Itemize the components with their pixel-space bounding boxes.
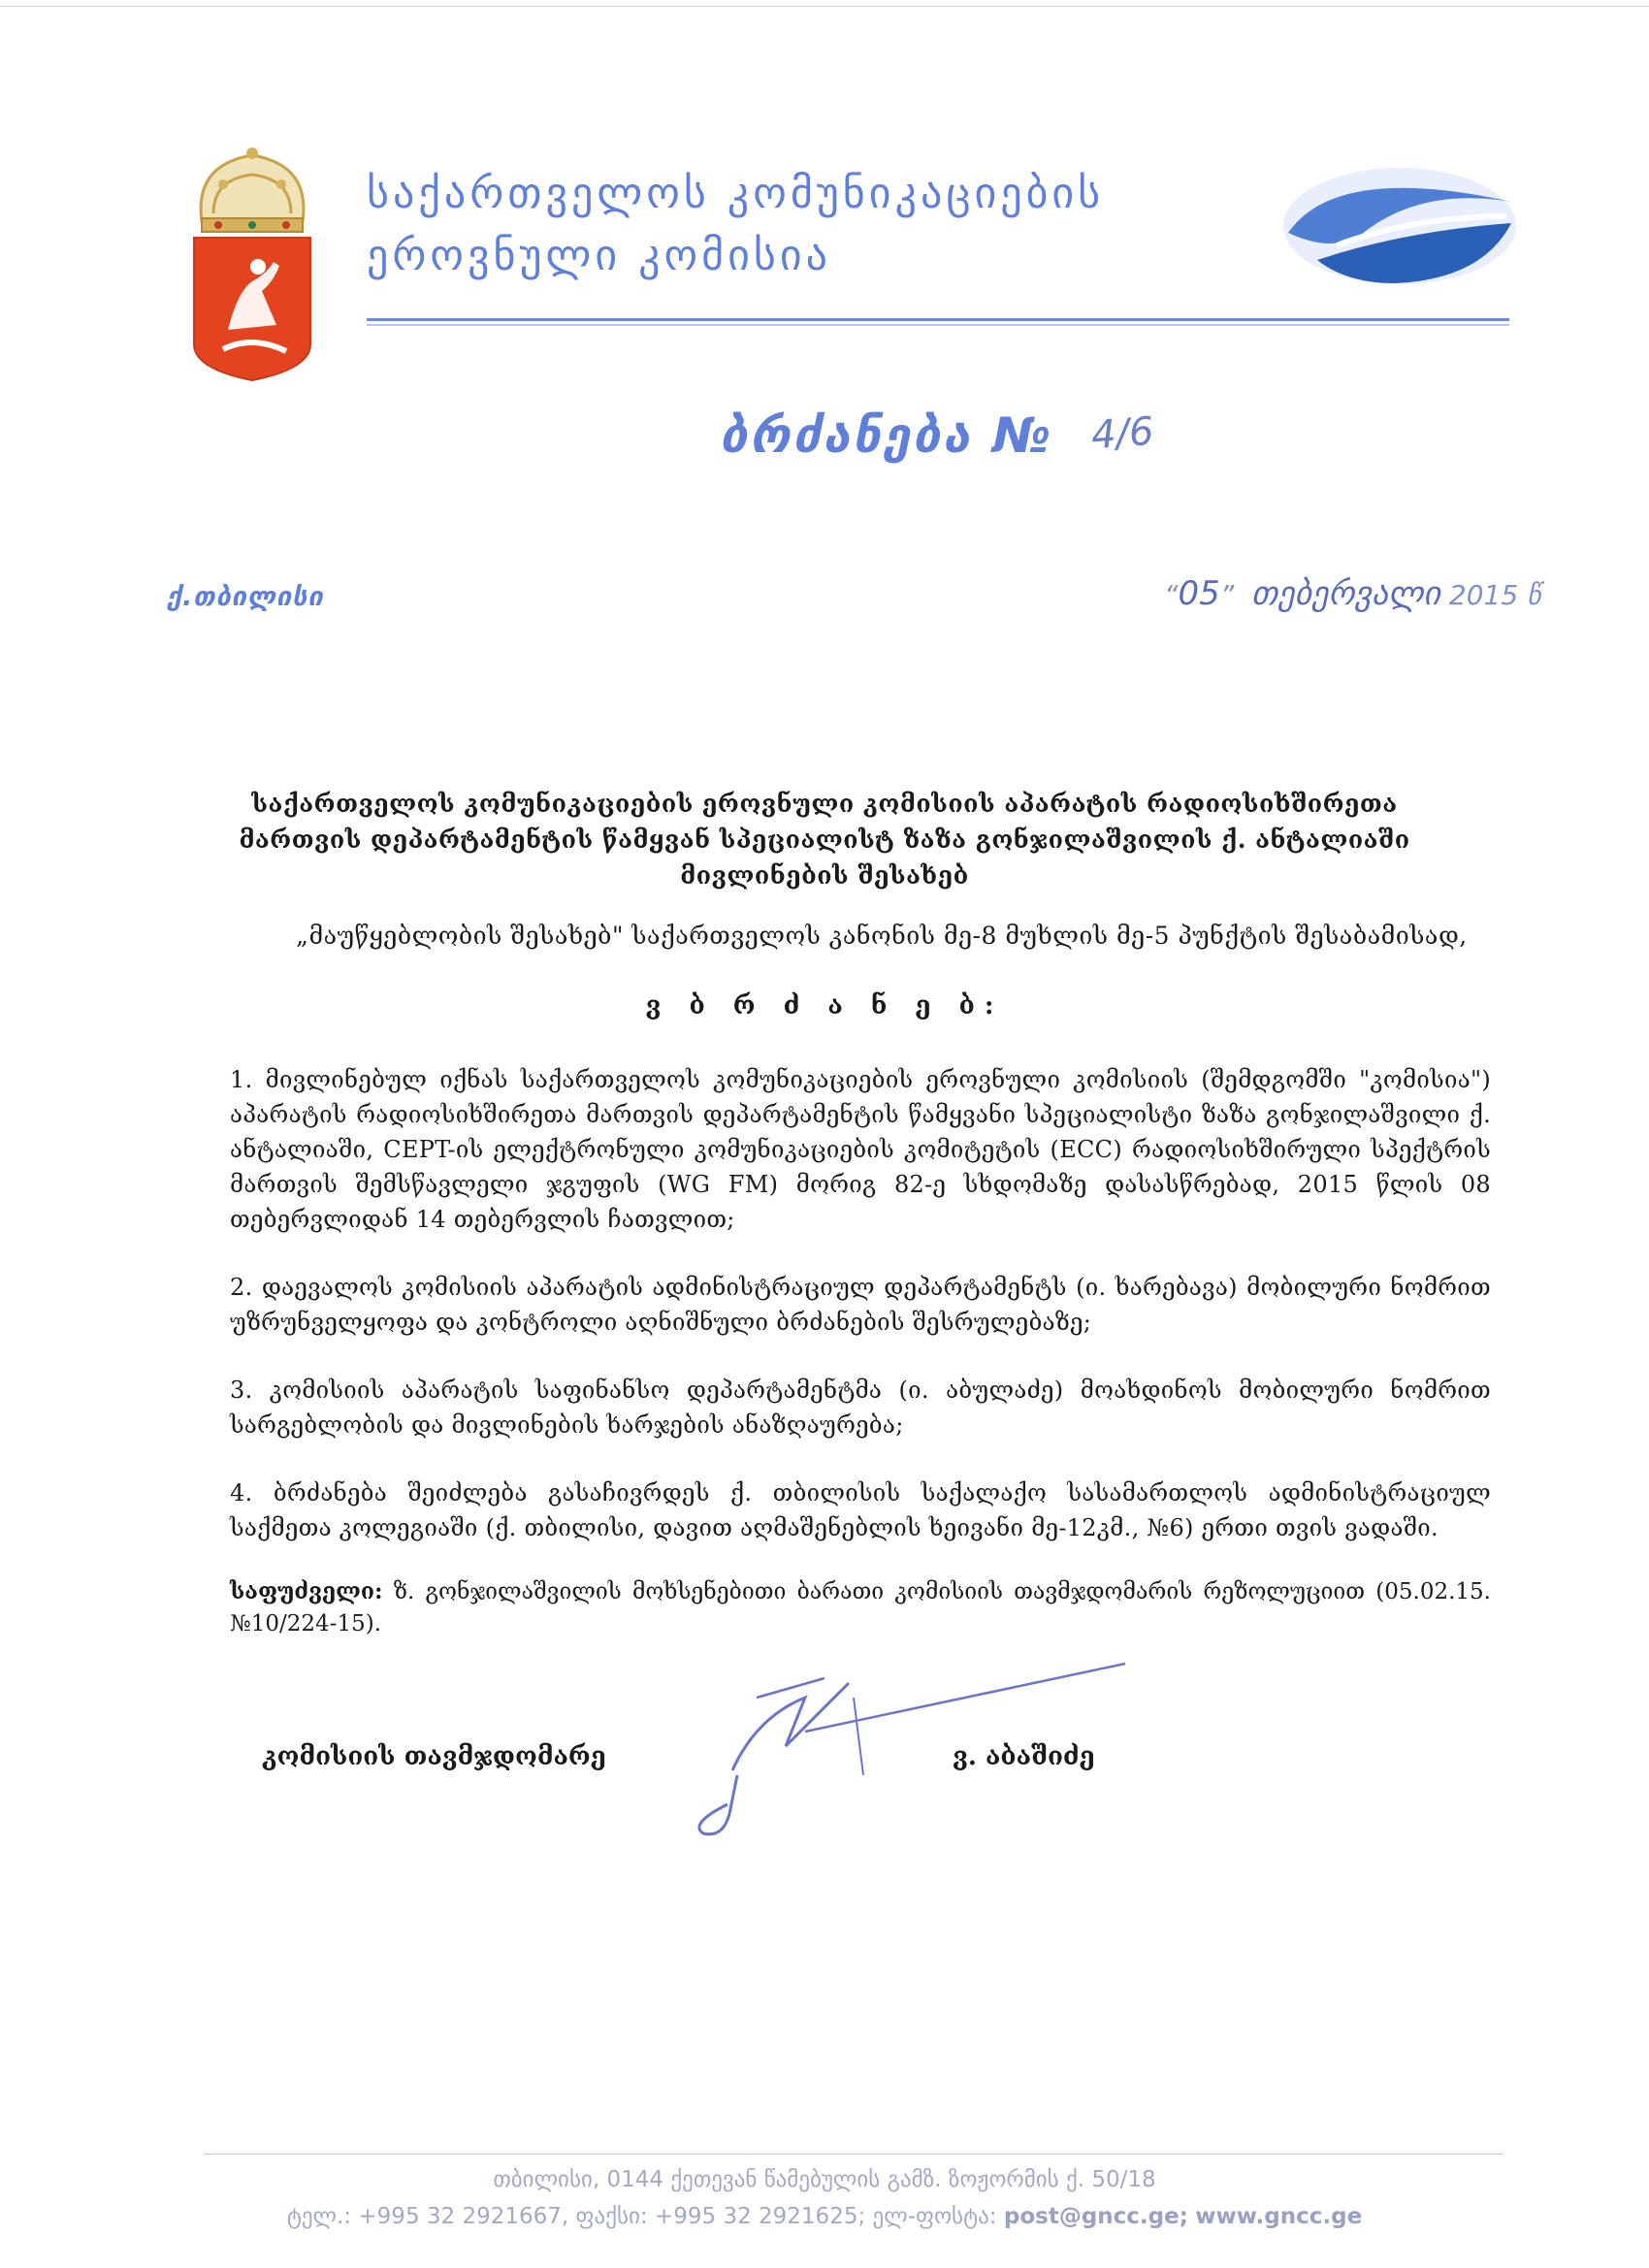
order-item-2: 2. დაევალოს კომისიის აპარატის ადმინისტრაციულ დეპარტამენტს (ი. ხარებავა) მობილური ნომრით უზრუნველყოფა და კონტროლი აღნიშნული ბრძანების შესრულებაზე; (230, 1274, 1491, 1336)
footer-address: თბილისი, 0144 ქეთევან წამებულის გამზ. ზოჟორმის ქ. 50/18 (493, 2167, 1156, 2192)
fax-number: +995 32 2921625; (654, 2204, 866, 2229)
document-title-line3: მივლინების შესახებ (680, 861, 969, 890)
top-border (0, 6, 1649, 7)
decree-word: ვ ბ რ ძ ა ნ ე ბ: (645, 991, 1004, 1021)
footer-divider (204, 2154, 1504, 2155)
georgia-coat-of-arms-icon (184, 146, 320, 383)
basis-label: საფუძველი: (230, 1578, 383, 1604)
date-month: თებერვალი (1251, 574, 1440, 613)
basis-note (230, 1575, 1491, 1640)
order-item-1: 1. მივლინებულ იქნას საქართველოს კომუნიკაციების ეროვნული კომისიის (შემდგომში "კომისია") აპარატის რადიოსიხშირეთა მართვის დეპარტამენტის წამყვანი სპეციალისტი ზაზა გონჯილაშვილი ქ. ანტალიაში, CEPT-ის ელექტრონული კომუნიკაციების კომიტეტის (ECC) რადიოსიხშირული სპექტრის მართვის შემსწავლელი ჯგუფის (WG FM) მორიგ 82-ე სხდომაზე დასასწრებად, 2015 წლის 08 თებერვლიდან 14 თებერვლის ჩათვლით; (230, 1066, 1491, 1233)
website-link[interactable]: www.gncc.ge (1195, 2204, 1363, 2229)
signatory-title: კომისიის თავმჯდომარე (262, 1742, 606, 1771)
signatory-name: ვ. აბაშიძე (953, 1742, 1095, 1771)
phone-number: +995 32 2921667, (358, 2204, 569, 2229)
organization-name (367, 163, 1104, 287)
basis-text: ზ. გონჯილაშვილის მოხსენებითი ბარათი კომისიის თავმჯდომარის რეზოლუციით (05.02.15. №10/224-15). (230, 1579, 1491, 1636)
gncc-logo-icon (1278, 163, 1521, 289)
organization-name-line2: ეროვნული კომისია (367, 231, 831, 280)
email-link[interactable]: post@gncc.ge; (1003, 2204, 1188, 2229)
date-year: 2015 (1448, 579, 1519, 611)
phone-label: ტელ.: (286, 2204, 352, 2229)
email-label: ელ-ფოსტა: (872, 2204, 997, 2229)
header-divider (367, 318, 1509, 326)
legal-basis-intro: „მაუწყებლობის შესახებ" საქართველოს კანონის მე-8 მუხლის მე-5 პუნქტის შესაბამისად, (296, 922, 1468, 950)
date-suffix: წ (1527, 579, 1541, 611)
fax-label: ფაქსი: (575, 2204, 648, 2229)
date-line: “05” თებერვალი 2015 წ (1164, 574, 1541, 613)
shield-icon (194, 238, 310, 380)
order-title: ბრძანება № (720, 407, 1054, 464)
organization-name-line1: საქართველოს კომუნიკაციების (367, 169, 1105, 218)
document-title-line1: საქართველოს კომუნიკაციების ეროვნული კომისიის აპარატის რადიოსიხშირეთა (251, 790, 1398, 818)
city-label: ქ.თბილისი (167, 582, 324, 612)
order-item-4: 4. ბრძანება შეიძლება გასაჩივრდეს ქ. თბილისის საქალაქო სასამართლოს ადმინისტრაციულ საქმეთა კოლეგიაში (ქ. თბილისი, დავით აღმაშენებლის ხეივანი მე-12კმ., №6) ერთი თვის ვადაში. (230, 1479, 1491, 1541)
order-number: 4/6 (1089, 408, 1155, 459)
document-title (194, 786, 1455, 893)
order-items (230, 1062, 1491, 1578)
order-item-3: 3. კომისიის აპარატის საფინანსო დეპარტამენტმა (ი. აბულაძე) მოახდინოს მობილური ნომრით სარგებლობის და მივლინების ხარჯების ანაზღაურება; (230, 1377, 1491, 1439)
date-day: 05 (1178, 574, 1220, 613)
footer-contacts (0, 2204, 1649, 2229)
document-title-line2: მართვის დეპარტამენტის წამყვან სპეციალისტ ზაზა გონჯილაშვილის ქ. ანტალიაში (239, 826, 1410, 854)
crown-icon (201, 147, 304, 232)
